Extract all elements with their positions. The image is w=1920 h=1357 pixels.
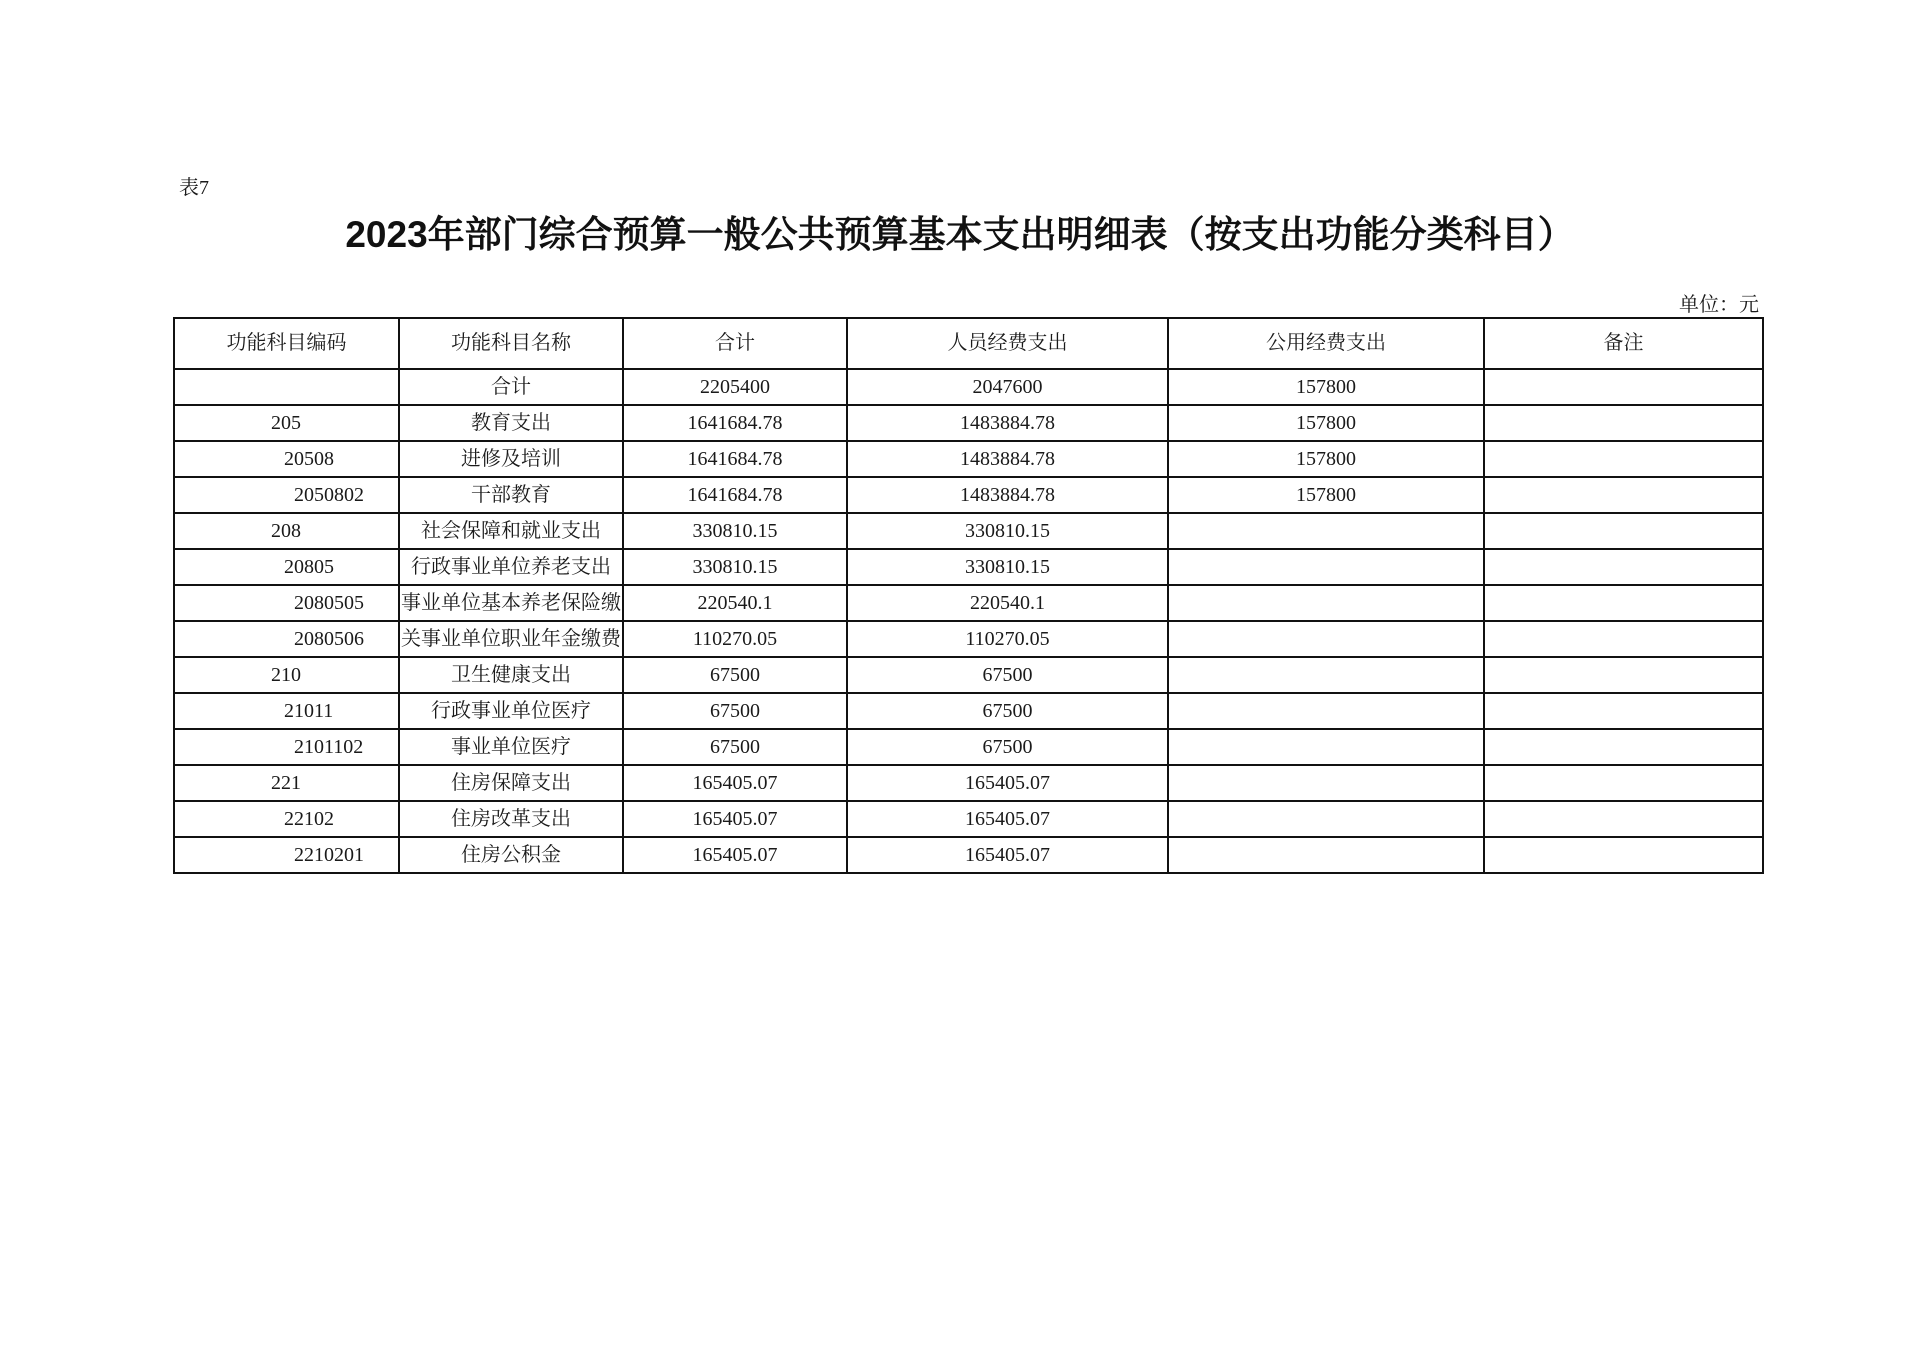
cell-name: 社会保障和就业支出 — [399, 513, 623, 549]
cell-public: 157800 — [1168, 477, 1484, 513]
cell-code: 21011 — [174, 693, 399, 729]
cell-note — [1484, 693, 1763, 729]
table-number: 表7 — [179, 177, 209, 199]
cell-total: 165405.07 — [623, 837, 847, 873]
cell-personnel: 165405.07 — [847, 765, 1168, 801]
cell-public — [1168, 549, 1484, 585]
cell-name: 事业单位基本养老保险缴 — [399, 585, 623, 621]
cell-personnel: 67500 — [847, 693, 1168, 729]
cell-personnel: 165405.07 — [847, 837, 1168, 873]
cell-note — [1484, 837, 1763, 873]
cell-name: 事业单位医疗 — [399, 729, 623, 765]
header-public: 公用经费支出 — [1168, 318, 1484, 369]
table-row — [174, 513, 1763, 549]
cell-name: 进修及培训 — [399, 441, 623, 477]
cell-note — [1484, 585, 1763, 621]
header-code: 功能科目编码 — [174, 318, 399, 369]
cell-note — [1484, 369, 1763, 405]
cell-note — [1484, 657, 1763, 693]
cell-note — [1484, 549, 1763, 585]
cell-total: 1641684.78 — [623, 477, 847, 513]
cell-name: 卫生健康支出 — [399, 657, 623, 693]
cell-total: 1641684.78 — [623, 441, 847, 477]
cell-note — [1484, 477, 1763, 513]
cell-total: 220540.1 — [623, 585, 847, 621]
cell-code: 221 — [174, 765, 399, 801]
unit-label: 单位：元 — [1679, 294, 1759, 316]
cell-total: 330810.15 — [623, 549, 847, 585]
cell-total: 67500 — [623, 693, 847, 729]
cell-personnel: 1483884.78 — [847, 477, 1168, 513]
page-title: 2023年部门综合预算一般公共预算基本支出明细表（按支出功能分类科目） — [345, 214, 1575, 255]
cell-name: 行政事业单位养老支出 — [399, 549, 623, 585]
cell-total: 67500 — [623, 729, 847, 765]
cell-total: 2205400 — [623, 369, 847, 405]
table-row — [174, 585, 1763, 621]
cell-note — [1484, 801, 1763, 837]
cell-public — [1168, 621, 1484, 657]
cell-note — [1484, 729, 1763, 765]
header-name: 功能科目名称 — [399, 318, 623, 369]
cell-code: 205 — [174, 405, 399, 441]
cell-personnel: 110270.05 — [847, 621, 1168, 657]
table-row — [174, 765, 1763, 801]
table-row — [174, 657, 1763, 693]
cell-name: 教育支出 — [399, 405, 623, 441]
cell-name: 关事业单位职业年金缴费 — [399, 621, 623, 657]
cell-personnel: 220540.1 — [847, 585, 1168, 621]
cell-name: 干部教育 — [399, 477, 623, 513]
cell-total: 165405.07 — [623, 765, 847, 801]
cell-total: 165405.07 — [623, 801, 847, 837]
table-row — [174, 549, 1763, 585]
cell-name: 行政事业单位医疗 — [399, 693, 623, 729]
cell-total: 110270.05 — [623, 621, 847, 657]
table-body — [174, 369, 1763, 873]
cell-code: 210 — [174, 657, 399, 693]
table-row — [174, 621, 1763, 657]
budget-table — [173, 317, 1764, 874]
table-row — [174, 693, 1763, 729]
cell-code: 20508 — [174, 441, 399, 477]
cell-public: 157800 — [1168, 441, 1484, 477]
cell-public: 157800 — [1168, 369, 1484, 405]
cell-personnel: 67500 — [847, 729, 1168, 765]
cell-public — [1168, 801, 1484, 837]
header-total: 合计 — [623, 318, 847, 369]
table-row — [174, 405, 1763, 441]
cell-name: 合计 — [399, 369, 623, 405]
cell-personnel: 2047600 — [847, 369, 1168, 405]
cell-code: 208 — [174, 513, 399, 549]
cell-total: 330810.15 — [623, 513, 847, 549]
cell-personnel: 165405.07 — [847, 801, 1168, 837]
cell-code: 20805 — [174, 549, 399, 585]
cell-code — [174, 369, 399, 405]
table-row — [174, 441, 1763, 477]
table-row — [174, 729, 1763, 765]
cell-personnel: 330810.15 — [847, 549, 1168, 585]
cell-total: 1641684.78 — [623, 405, 847, 441]
cell-public — [1168, 513, 1484, 549]
table-row — [174, 837, 1763, 873]
cell-name: 住房公积金 — [399, 837, 623, 873]
cell-public — [1168, 765, 1484, 801]
cell-code: 2080506 — [174, 621, 399, 657]
header-note: 备注 — [1484, 318, 1763, 369]
cell-public — [1168, 585, 1484, 621]
cell-name: 住房改革支出 — [399, 801, 623, 837]
cell-personnel: 330810.15 — [847, 513, 1168, 549]
cell-note — [1484, 513, 1763, 549]
cell-note — [1484, 441, 1763, 477]
table-header-row — [174, 318, 1763, 369]
header-personnel: 人员经费支出 — [847, 318, 1168, 369]
cell-name: 住房保障支出 — [399, 765, 623, 801]
cell-personnel: 1483884.78 — [847, 441, 1168, 477]
cell-note — [1484, 405, 1763, 441]
cell-personnel: 67500 — [847, 657, 1168, 693]
table-row — [174, 801, 1763, 837]
cell-public — [1168, 693, 1484, 729]
cell-public — [1168, 729, 1484, 765]
cell-public — [1168, 657, 1484, 693]
cell-code: 2101102 — [174, 729, 399, 765]
table-row — [174, 477, 1763, 513]
table-row — [174, 369, 1763, 405]
cell-code: 2080505 — [174, 585, 399, 621]
cell-total: 67500 — [623, 657, 847, 693]
cell-code: 22102 — [174, 801, 399, 837]
cell-public — [1168, 837, 1484, 873]
cell-public: 157800 — [1168, 405, 1484, 441]
cell-code: 2050802 — [174, 477, 399, 513]
cell-note — [1484, 765, 1763, 801]
cell-personnel: 1483884.78 — [847, 405, 1168, 441]
cell-code: 2210201 — [174, 837, 399, 873]
cell-note — [1484, 621, 1763, 657]
